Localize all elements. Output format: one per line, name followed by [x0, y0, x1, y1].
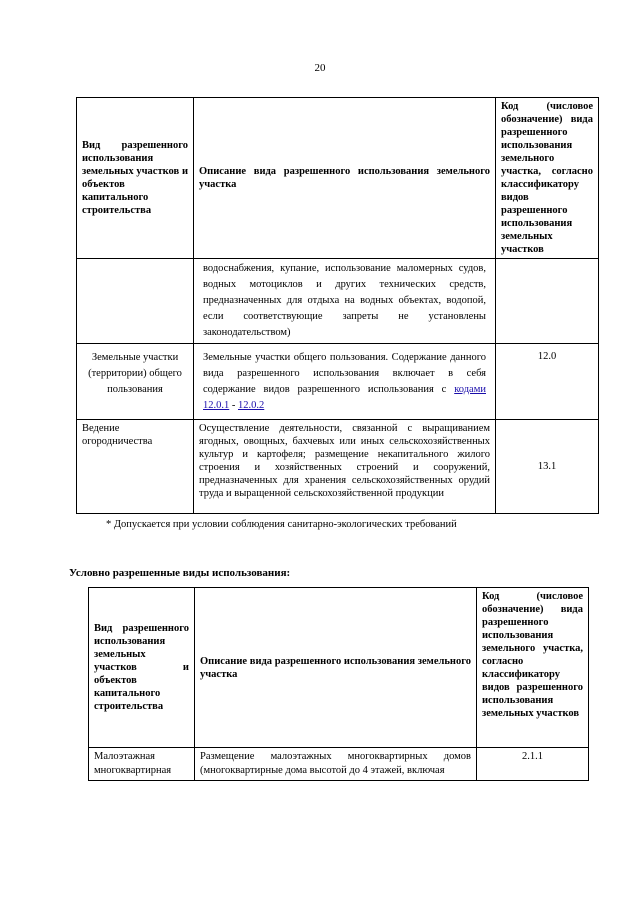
link-separator: - — [229, 400, 238, 411]
row-code: 12.0 — [496, 344, 599, 420]
header-code: Код (числовое обозначение) вида разрешенного использования земельного участка, согласно классификатору видов разрешенного использования земельных участков — [496, 98, 599, 259]
header-description: Описание вида разрешенного использования земельного участка — [194, 98, 496, 259]
row-description: водоснабжения, купание, использование маломерных судов, водных мотоциклов и других технических средств, предназначенных для отдыха на водных объектах, водопой, если соответствующие запреты не установлены законодательством) — [194, 259, 496, 344]
header-description: Описание вида разрешенного использования земельного участка — [195, 588, 477, 748]
row-use-type: Малоэтажная многоквартирная — [89, 748, 195, 781]
conditional-uses-table — [88, 587, 589, 781]
header-use-type: Вид разрешенного использования земельных участков и объектов капитального строительства — [89, 588, 195, 748]
table-row — [77, 420, 599, 514]
row-use-type: Земельные участки (территории) общего пользования — [77, 344, 194, 420]
row-description: Размещение малоэтажных многоквартирных домов (многоквартирные дома высотой до 4 этажей, включая — [195, 748, 477, 781]
permitted-uses-table — [76, 97, 599, 514]
table-header-row — [89, 588, 589, 748]
row-code: 2.1.1 — [477, 748, 589, 781]
section-title: Условно разрешенные виды использования: — [69, 567, 291, 579]
row-use-type — [77, 259, 194, 344]
table-row — [77, 344, 599, 420]
row-description — [194, 344, 496, 420]
description-text: Земельные участки общего пользования. Содержание данного вида разрешенного использования включает в себя содержание видов разрешенного использования с — [203, 352, 486, 395]
code-link-12-0-1[interactable]: кодами 12.0.1 — [203, 384, 486, 411]
row-description: Осуществление деятельности, связанной с выращиванием ягодных, овощных, бахчевых или иных сельскохозяйственных культур и картофеля; размещение некапитального жилого строения и хозяйственных строений и сооружений, предназначенных для хранения сельскохозяйственных орудий труда и выращенной сельскохозяйственной продукции — [194, 420, 496, 514]
row-code — [496, 259, 599, 344]
table-row — [89, 748, 589, 781]
page-number: 20 — [314, 62, 326, 74]
row-use-type: Ведение огородничества — [77, 420, 194, 514]
header-use-type: Вид разрешенного использования земельных участков и объектов капитального строительства — [77, 98, 194, 259]
footnote: * Допускается при условии соблюдения санитарно-экологических требований — [106, 519, 457, 530]
table-row — [77, 259, 599, 344]
row-code: 13.1 — [496, 420, 599, 514]
table-header-row — [77, 98, 599, 259]
header-code: Код (числовое обозначение) вида разрешенного использования земельного участка, согласно классификатору видов разрешенного использования земельных участков — [477, 588, 589, 748]
code-link-12-0-2[interactable]: 12.0.2 — [238, 400, 265, 411]
